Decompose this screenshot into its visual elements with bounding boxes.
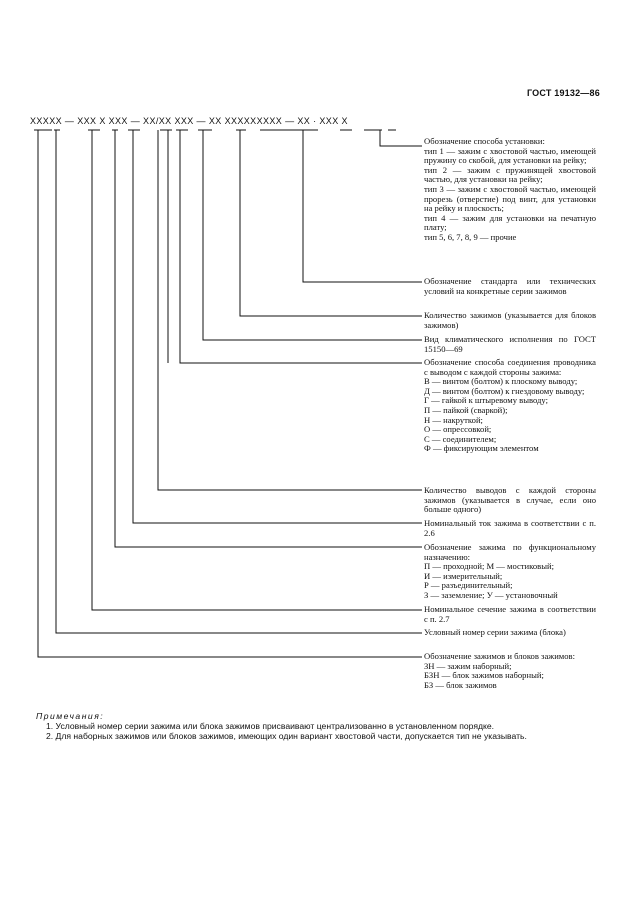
desc-line: тип 4 — зажим для установки на печатную плату; <box>424 212 599 233</box>
designation-code-template: XXXXX — XXX X XXX — XX/XX XXX — XX XXXXXXXXX — XX · XXX X <box>30 116 348 126</box>
leader-line-connection-a <box>180 130 422 363</box>
desc-line: Обозначение зажимов и блоков зажимов: <box>424 651 575 661</box>
desc-cross-section <box>424 604 599 624</box>
leader-line-climatic <box>203 130 422 340</box>
desc-line: Обозначение способа соединения проводника с выводом с каждой стороны зажима: <box>424 357 599 377</box>
desc-series-number <box>424 628 596 638</box>
desc-quantity <box>424 310 599 330</box>
desc-type-designation <box>424 652 596 690</box>
leader-line-section <box>92 130 422 610</box>
desc-line: Обозначение стандарта или технических условий на конкретные серии зажимов <box>424 276 599 296</box>
desc-line: Номинальный ток зажима в соответствии с п. 2.6 <box>424 518 599 538</box>
notes-title: Примечания: <box>36 711 105 721</box>
desc-line: БЗН — блок зажимов наборный; <box>424 670 544 681</box>
desc-climatic <box>424 334 599 354</box>
desc-line: БЗ — блок зажимов <box>424 679 497 690</box>
desc-line: Н — накруткой; <box>424 414 483 425</box>
desc-line: Условный номер серии зажима (блока) <box>424 627 566 637</box>
note-item: 2. Для наборных зажимов или блоков зажимов, имеющих один вариант хвостовой части, допускается тип не указывать. <box>46 731 527 741</box>
leader-line-function <box>115 130 422 547</box>
desc-line: тип 3 — зажим с хвостовой частью, имеющей прорезь (отверстие) под винт, для установки на рейку и плоскость; <box>424 183 599 214</box>
desc-mounting <box>424 136 599 243</box>
desc-terminals-count <box>424 485 599 515</box>
leader-line-series <box>56 130 422 633</box>
notes-section <box>30 711 600 741</box>
desc-line: тип 1 — зажим с хвостовой частью, имеющей пружину со скобой, для установки на рейку; <box>424 145 599 166</box>
leader-line-quantity <box>240 130 422 316</box>
leader-line-standard <box>303 130 422 282</box>
desc-line: Г — гайкой к штыревому выводу; <box>424 395 549 406</box>
leader-line-current <box>133 130 422 523</box>
desc-line: П — проходной; М — мостиковый; <box>424 561 555 572</box>
desc-rated-current <box>424 518 599 538</box>
desc-line: Обозначение зажима по функциональному назначению: <box>424 542 599 562</box>
desc-line: Количество выводов с каждой стороны зажимов (указывается в случае, если оно больше одного) <box>424 485 599 515</box>
desc-line: П — пайкой (сваркой); <box>424 404 508 415</box>
desc-function <box>424 542 599 601</box>
desc-line: Номинальное сечение зажима в соответствии с п. 2.7 <box>424 604 599 624</box>
leader-line-terminals <box>158 130 422 490</box>
note-item: 1. Условный номер серии зажима или блока зажимов присваивают централизованно в установленном порядке. <box>46 721 495 731</box>
desc-line: Д — винтом (болтом) к гнездовому выводу; <box>424 385 585 396</box>
standard-header: ГОСТ 19132—86 <box>527 88 600 98</box>
desc-line: Р — разъединительный; <box>424 580 513 591</box>
desc-standard-designation <box>424 276 599 296</box>
desc-line: Обозначение способа установки: <box>424 136 545 146</box>
desc-line: ЗН — зажим наборный; <box>424 660 512 671</box>
desc-line: И — измерительный; <box>424 570 503 581</box>
desc-line: Количество зажимов (указывается для блоков зажимов) <box>424 310 599 330</box>
leader-line-mounting <box>380 130 422 146</box>
desc-line: С — соединителем; <box>424 433 497 444</box>
desc-line: З — заземление; У — установочный <box>424 589 558 600</box>
desc-connection <box>424 357 599 454</box>
desc-line: тип 2 — зажим с пружинящей хвостовой частью, для установки на рейку; <box>424 164 599 185</box>
leader-line-type <box>38 130 422 657</box>
desc-line: О — опрессовкой; <box>424 424 492 435</box>
desc-line: В — винтом (болтом) к плоскому выводу; <box>424 376 578 387</box>
desc-line: тип 5, 6, 7, 8, 9 — прочие <box>424 231 517 242</box>
desc-line: Вид климатического исполнения по ГОСТ 15150—69 <box>424 334 599 354</box>
desc-line: Ф — фиксирующим элементом <box>424 443 539 454</box>
